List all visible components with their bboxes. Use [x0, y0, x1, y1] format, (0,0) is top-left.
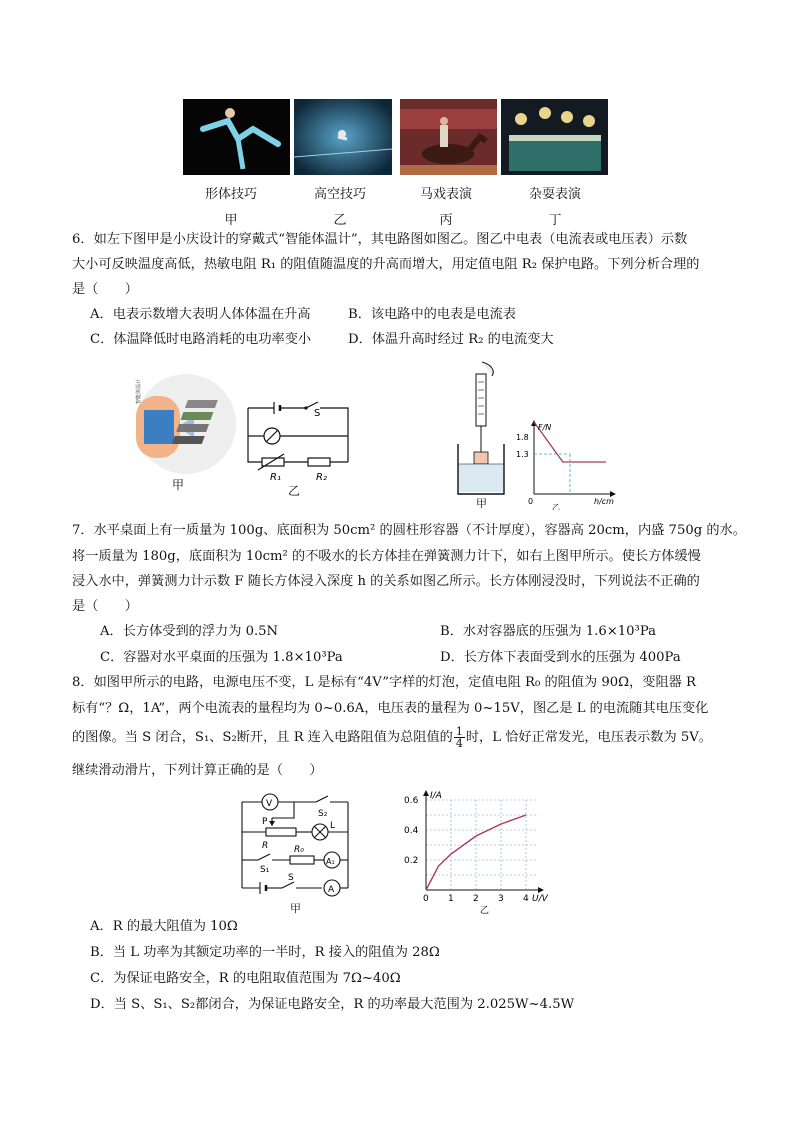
q6-figure-patch — [128, 372, 243, 490]
iu-xlabel: U/V — [532, 894, 548, 904]
current-voltage-graph — [398, 786, 548, 916]
q7-line-1: 7．水平桌面上有一质量为 100g、底面积为 50cm² 的圆柱形容器（不计厚度），容器高 20cm，内盛 750g 的水。 — [72, 523, 746, 538]
q6-line-3: 是（ ） — [72, 282, 138, 297]
q7-figure-graph — [512, 418, 620, 510]
patch-label: 智能体温计 — [136, 378, 142, 404]
iu-xtick-0: 0 — [423, 894, 429, 904]
force-depth-graph — [512, 418, 620, 510]
q7-option-d: D．长方体下表面受到水的压强为 400Pa — [440, 650, 681, 665]
graph-ytick-1.3: 1.3 — [516, 450, 529, 459]
iu-ylabel: I/A — [430, 791, 442, 801]
photo-letter-4: 丁 — [548, 213, 562, 228]
q6-option-c: C．体温降低时电路消耗的电功率变小 — [90, 332, 312, 347]
fraction-denominator: 4 — [455, 737, 463, 750]
iu-xtick-1: 1 — [448, 894, 454, 904]
q8-r0-label: R₀ — [294, 845, 304, 855]
graph-ytick-1.8: 1.8 — [516, 433, 529, 442]
graph-xlabel: h/cm — [594, 497, 614, 506]
q8-figure-graph — [398, 786, 548, 916]
q7-option-a: A．长方体受到的浮力为 0.5N — [100, 624, 279, 639]
q8-line-1: 8．如图甲所示的电路，电源电压不变，L 是标有“4V”字样的灯泡，定值电阻 R₀ 的阻值为 90Ω，变阻器 R — [72, 675, 696, 690]
q6-line-2: 大小可反映温度高低，热敏电阻 R₁ 的阻值随温度的升高而增大，用定值电阻 R₂ 保护电路。下列分析合理的 — [72, 257, 700, 272]
fraction-numerator: 1 — [455, 725, 463, 738]
q8-lamp-label: L — [330, 821, 336, 831]
q8-r-label: R — [262, 841, 269, 851]
graph-origin: 0 — [528, 497, 534, 506]
photo-letter-2: 乙 — [333, 213, 347, 228]
patch-caption: 甲 — [172, 478, 185, 492]
q8-a-label: A — [328, 885, 335, 895]
q8-line-4: 继续滑动滑片，下列计算正确的是（ ） — [72, 763, 323, 778]
aerial-figure — [294, 99, 392, 175]
spring-balance-illustration — [452, 360, 516, 510]
spring-caption: 甲 — [476, 497, 487, 510]
q7-line-4: 是（ ） — [72, 599, 138, 614]
photo-caption-3: 马戏表演 — [419, 187, 472, 202]
photo-letter-1: 甲 — [224, 213, 238, 228]
photo-caption-4: 杂耍表演 — [528, 187, 581, 202]
photo-caption-1: 形体技巧 — [204, 187, 257, 202]
graph-caption: 乙 — [552, 503, 560, 510]
q6-option-b: B．该电路中的电表是电流表 — [348, 307, 516, 322]
q7-figure-spring — [452, 360, 516, 510]
photo-juggling — [501, 99, 608, 175]
iu-caption: 乙 — [480, 906, 490, 916]
horse-figure — [400, 99, 497, 175]
iu-ytick-0.6: 0.6 — [404, 796, 419, 806]
q8-circuit-caption: 甲 — [290, 902, 301, 915]
circuit-r1-label: R₁ — [270, 472, 281, 483]
juggling-figure — [501, 99, 608, 175]
q8-option-d: D．当 S、S₁、S₂都闭合，为保证电路安全，R 的功率最大范围为 2.025W~4.5W — [90, 997, 575, 1012]
graph-ylabel: F/N — [538, 423, 552, 432]
q7-line-2: 将一质量为 180g，底面积为 10cm² 的不吸水的长方体挂在弹簧测力计下，如右上图甲所示。使长方体缓慢 — [72, 549, 701, 564]
q8-option-c: C．为保证电路安全，R 的电阻取值范围为 7Ω~40Ω — [90, 971, 401, 986]
photo-letter-3: 丙 — [439, 213, 453, 228]
iu-xtick-3: 3 — [498, 894, 504, 904]
patch-illustration — [128, 372, 243, 490]
q7-line-3: 浸入水中，弹簧测力计示数 F 随长方体浸入深度 h 的关系如图乙所示。长方体刚浸没时，下列说法不正确的 — [72, 574, 700, 589]
iu-xtick-2: 2 — [473, 894, 479, 904]
q8-voltmeter-label: V — [266, 799, 273, 809]
q8-s1-label: S₁ — [260, 865, 270, 875]
one-quarter-fraction — [454, 726, 465, 749]
q8-line-3 — [72, 726, 712, 756]
q7-option-b: B．水对容器底的压强为 1.6×10³Pa — [440, 624, 656, 639]
q8-line-3-post: 时，L 恰好正常发光，电压表示数为 5V。 — [465, 730, 712, 745]
q6-figure-circuit — [244, 398, 352, 498]
q8-s2-label: S₂ — [318, 809, 328, 819]
circuit-switch-label: S — [314, 408, 321, 419]
photo-caption-2: 高空技巧 — [313, 187, 366, 202]
q7-option-c: C．容器对水平桌面的压强为 1.8×10³Pa — [100, 650, 343, 665]
iu-ytick-0.2: 0.2 — [404, 856, 419, 866]
q6-line-1: 6．如左下图甲是小庆设计的穿戴式“智能体温计”，其电路图如图乙。图乙中电表（电流表或电压表）示数 — [72, 232, 688, 247]
photo-acrobat — [183, 99, 290, 175]
lamp-rheostat-circuit — [236, 788, 356, 914]
q6-option-a: A．电表示数增大表明人体体温在升高 — [90, 307, 311, 322]
q8-line-3-pre: 的图像。当 S 闭合，S₁、S₂断开，且 R 连入电路阻值为总阻值的 — [72, 730, 453, 745]
iu-ytick-0.4: 0.4 — [404, 826, 419, 836]
photo-aerial — [294, 99, 392, 175]
q8-a1-label: A₁ — [326, 857, 335, 866]
q8-s-label: S — [288, 873, 294, 883]
acrobat-figure — [183, 99, 290, 175]
q8-figure-circuit — [236, 788, 356, 914]
photo-horse — [400, 99, 497, 175]
q8-line-2: 标有“？Ω，1A”，两个电流表的量程均为 0~0.6A，电压表的量程为 0~15V，图乙是 L 的电流随其电压变化 — [72, 701, 709, 716]
circuit-r2-label: R₂ — [316, 472, 327, 483]
q8-option-a: A．R 的最大阻值为 10Ω — [90, 919, 238, 934]
q8-p-label: P — [262, 817, 268, 827]
circuit-caption: 乙 — [288, 484, 301, 498]
q8-option-b: B．当 L 功率为其额定功率的一半时，R 接入的阻值为 28Ω — [90, 945, 440, 960]
q6-option-d: D．体温升高时经过 R₂ 的电流变大 — [348, 332, 554, 347]
iu-xtick-4: 4 — [523, 894, 529, 904]
